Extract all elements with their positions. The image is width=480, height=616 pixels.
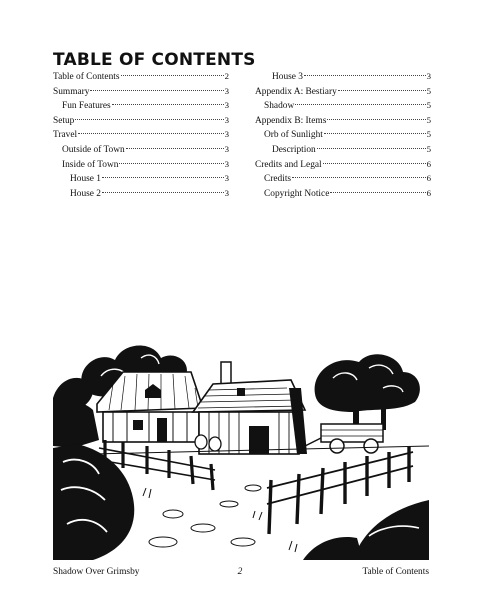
toc-entry[interactable] [255,171,431,186]
toc-entry-label: Summary [53,86,90,97]
toc-dot-leader [112,104,224,105]
toc-entry[interactable] [255,127,431,142]
toc-entry[interactable] [53,98,229,113]
toc-entry-label: Copyright Notice [264,188,330,199]
footer-section-title: Table of Contents [362,567,429,577]
toc-entry-page: 3 [224,143,229,154]
toc-entry-label: Table of Contents [53,72,120,82]
toc-entry-label: Setup [53,115,75,126]
toc-entry[interactable] [53,127,229,142]
toc-entry-label: Credits [264,174,292,185]
toc-column-left [53,69,229,200]
toc-entry-page: 3 [224,114,229,125]
toc-dot-leader [75,119,223,120]
toc-entry-label: Description [272,144,316,155]
toc-entry[interactable] [255,186,431,201]
toc-dot-leader [338,90,426,91]
toc-entry[interactable] [53,186,229,201]
toc-entry-label: House 3 [272,72,303,82]
toc-entry[interactable] [53,84,229,99]
toc-entry-label: Travel [53,130,78,141]
toc-dot-leader [330,192,425,193]
toc-entry[interactable] [53,171,229,186]
toc-entry[interactable] [255,84,431,99]
toc-entry-label: Appendix A: Bestiary [255,86,337,97]
toc-entry-page: 5 [426,129,431,140]
toc-entry-label: Appendix B: Items [255,115,327,126]
village-illustration [53,328,429,560]
toc-entry-label: Inside of Town [62,159,119,170]
toc-entry-page: 6 [426,158,431,169]
toc-entry-page: 5 [426,100,431,111]
toc-entry-page: 3 [224,129,229,140]
toc-dot-leader [304,75,426,76]
toc-entry-label: Orb of Sunlight [264,130,323,141]
toc-dot-leader [323,163,426,164]
toc-entry[interactable] [255,142,431,157]
toc-dot-leader [121,75,224,76]
toc-entry-label: House 2 [70,188,101,199]
toc-dot-leader [292,177,426,178]
toc-entry-page: 2 [224,71,229,81]
toc-column-right [255,69,431,200]
toc-entry-page: 3 [224,158,229,169]
toc-entry[interactable] [255,157,431,172]
toc-dot-leader [102,192,224,193]
toc-entry-page: 3 [224,85,229,96]
toc-entry-page: 3 [426,71,431,81]
toc-dot-leader [90,90,223,91]
toc-entry-label: Shadow [264,101,295,112]
toc-dot-leader [327,119,425,120]
footer-page-number: 2 [237,567,243,577]
toc-dot-leader [295,104,425,105]
toc-entry[interactable] [53,142,229,157]
toc-dot-leader [126,148,224,149]
toc-entry-page: 6 [426,187,431,198]
toc-entry-label: Fun Features [62,101,111,112]
toc-entry-page: 6 [426,173,431,184]
toc-entry-page: 3 [224,173,229,184]
toc-dot-leader [78,133,223,134]
toc-entry[interactable] [53,69,229,84]
toc-entry[interactable] [53,157,229,172]
toc-entry-page: 5 [426,85,431,96]
toc-entry-page: 5 [426,143,431,154]
page-title: TABLE OF CONTENTS [53,50,256,70]
toc-entry-label: Outside of Town [62,144,125,155]
toc-entry[interactable] [255,113,431,128]
toc-entry-page: 5 [426,114,431,125]
toc-entry[interactable] [255,98,431,113]
toc-dot-leader [119,163,223,164]
toc-entry[interactable] [255,69,431,84]
toc-dot-leader [324,133,426,134]
toc-entry[interactable] [53,113,229,128]
toc-entry-page: 3 [224,100,229,111]
toc-dot-leader [317,148,426,149]
toc-entry-label: House 1 [70,174,101,185]
toc-entry-page: 3 [224,187,229,198]
footer-book-title: Shadow Over Grimsby [53,567,140,577]
toc-entry-label: Credits and Legal [255,159,322,170]
toc-dot-leader [102,177,224,178]
